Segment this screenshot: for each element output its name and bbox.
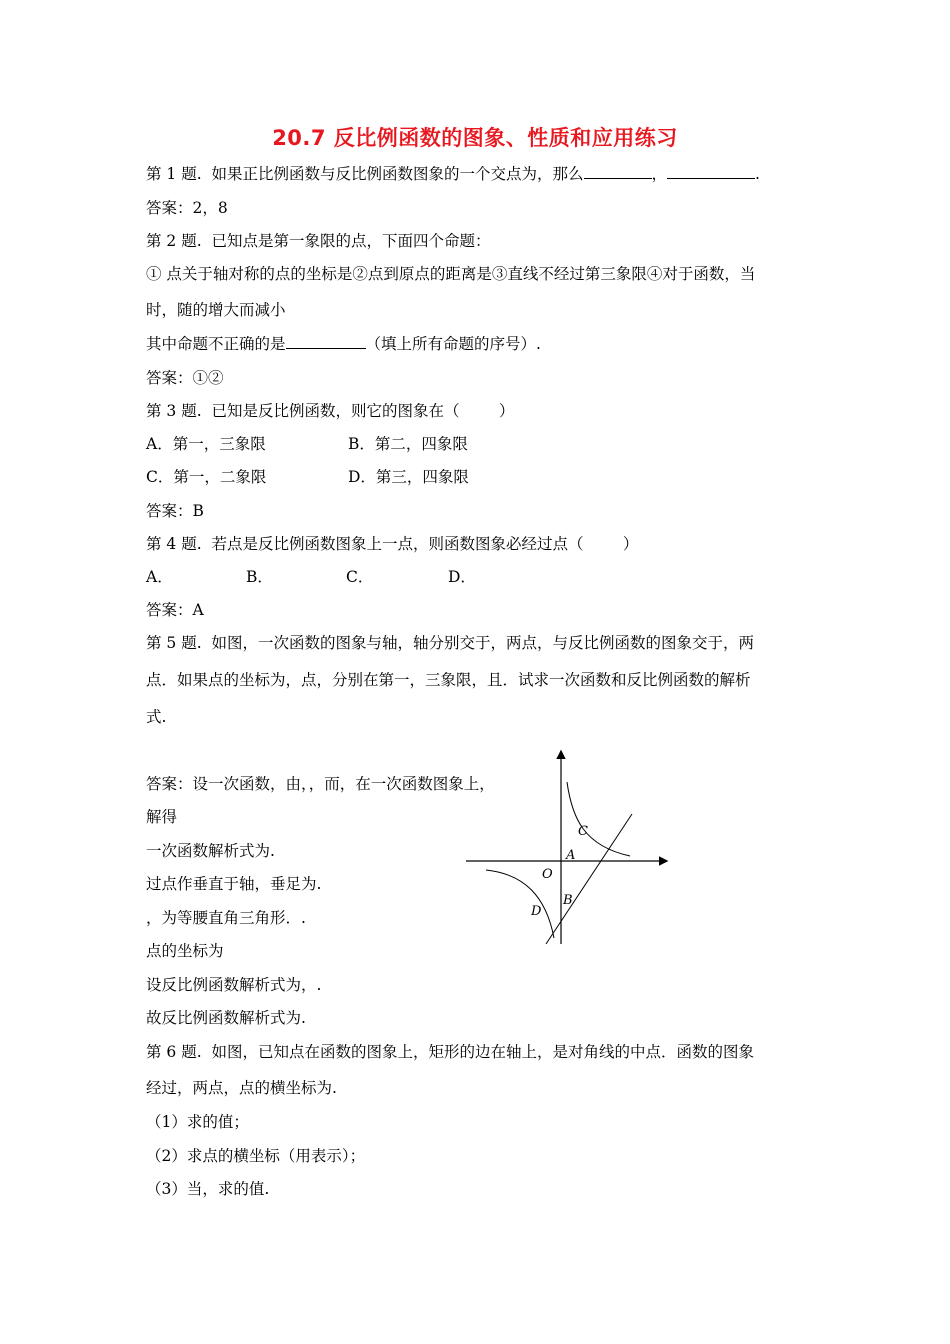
q4-option-a[interactable]: A． — [146, 568, 173, 586]
q6-line1: 第 6 题. 如图，已知点在函数的图象上，矩形的边在轴上，是对角线的中点．函数的图象 — [146, 1043, 754, 1061]
page-title: 20.7 反比例函数的图象、性质和应用练习 — [272, 126, 678, 150]
q3-option-d[interactable]: D．第三，四象限 — [348, 468, 469, 486]
q4-option-c[interactable]: C． — [346, 568, 374, 586]
q5-line1: 第 5 题. 如图，一次函数的图象与轴，轴分别交于，两点，与反比例函数的图象交于，两 — [146, 634, 754, 652]
q5-answer-line: 过点作垂直于轴，垂足为. — [146, 875, 322, 893]
q5-answer-line: ，为等腰直角三角形．. — [146, 909, 306, 927]
q2-ask-suffix: （填上所有命题的序号）. — [365, 335, 541, 353]
q5-line2: 点．如果点的坐标为，点，分别在第一，三象限，且．试求一次函数和反比例函数的解析 — [146, 671, 751, 689]
q5-answer-line: 一次函数解析式为. — [146, 842, 275, 860]
q6-sub-2: （2）求点的横坐标（用表示）； — [146, 1147, 366, 1165]
q2-props-line2: 时，随的增大而减小 — [146, 301, 286, 319]
q1-end: . — [755, 165, 760, 183]
q6-sub-3: （3）当，求的值. — [146, 1180, 270, 1198]
q3-option-a[interactable]: A．第一，三象限 — [146, 435, 266, 453]
label-d: D — [531, 904, 542, 919]
q1-blank-1[interactable] — [584, 164, 652, 179]
q3-option-c[interactable]: C．第一，二象限 — [146, 468, 267, 486]
hyperbola-branch-q1 — [567, 782, 630, 856]
q5-answer-line: 答案：设一次函数，由，，而，在一次函数图象上， — [146, 775, 495, 793]
q2-ask-line — [146, 334, 541, 354]
q3-text: 第 3 题. 已知是反比例函数，则它的图象在（ ） — [146, 402, 515, 420]
q5-answer-line: 点的坐标为 — [146, 942, 224, 960]
q6-line2: 经过，两点，点的横坐标为. — [146, 1079, 337, 1097]
q1-sep: ， — [651, 165, 668, 183]
q6-sub-1: （1）求的值； — [146, 1113, 249, 1131]
q2-text: 第 2 题. 已知点是第一象限的点，下面四个命题： — [146, 232, 491, 250]
q1-blank-2[interactable] — [667, 164, 755, 179]
q4-text: 第 4 题. 若点是反比例函数图象上一点，则函数图象必经过点（ ） — [146, 535, 639, 553]
q4-option-b[interactable]: B． — [246, 568, 273, 586]
q5-answer-line: 解得 — [146, 808, 178, 826]
q5-coordinate-figure — [462, 748, 672, 948]
q4-option-d[interactable]: D． — [448, 568, 476, 586]
q1-text-line — [146, 164, 760, 184]
label-a: A — [566, 848, 576, 863]
label-o: O — [542, 867, 553, 882]
q2-blank[interactable] — [286, 334, 366, 349]
label-c: C — [578, 824, 588, 839]
q3-option-b[interactable]: B．第二，四象限 — [348, 435, 468, 453]
q5-answer-line: 故反比例函数解析式为. — [146, 1009, 306, 1027]
label-b: B — [563, 893, 573, 908]
q2-answer: 答案：①② — [146, 369, 224, 387]
linear-function-line — [546, 814, 632, 944]
q4-answer: 答案：A — [146, 601, 204, 619]
q5-answer-line: 设反比例函数解析式为，. — [146, 976, 322, 994]
q1-text: 第 1 题. 如果正比例函数与反比例函数图象的一个交点为，那么 — [146, 165, 584, 183]
q1-answer: 答案：2，8 — [146, 199, 228, 217]
q5-line3: 式. — [146, 708, 167, 726]
q2-props-line1: ① 点关于轴对称的点的坐标是②点到原点的距离是③直线不经过第三象限④对于函数，当 — [146, 265, 756, 283]
q3-answer: 答案：B — [146, 502, 204, 520]
q2-ask-prefix: 其中命题不正确的是 — [146, 335, 286, 353]
